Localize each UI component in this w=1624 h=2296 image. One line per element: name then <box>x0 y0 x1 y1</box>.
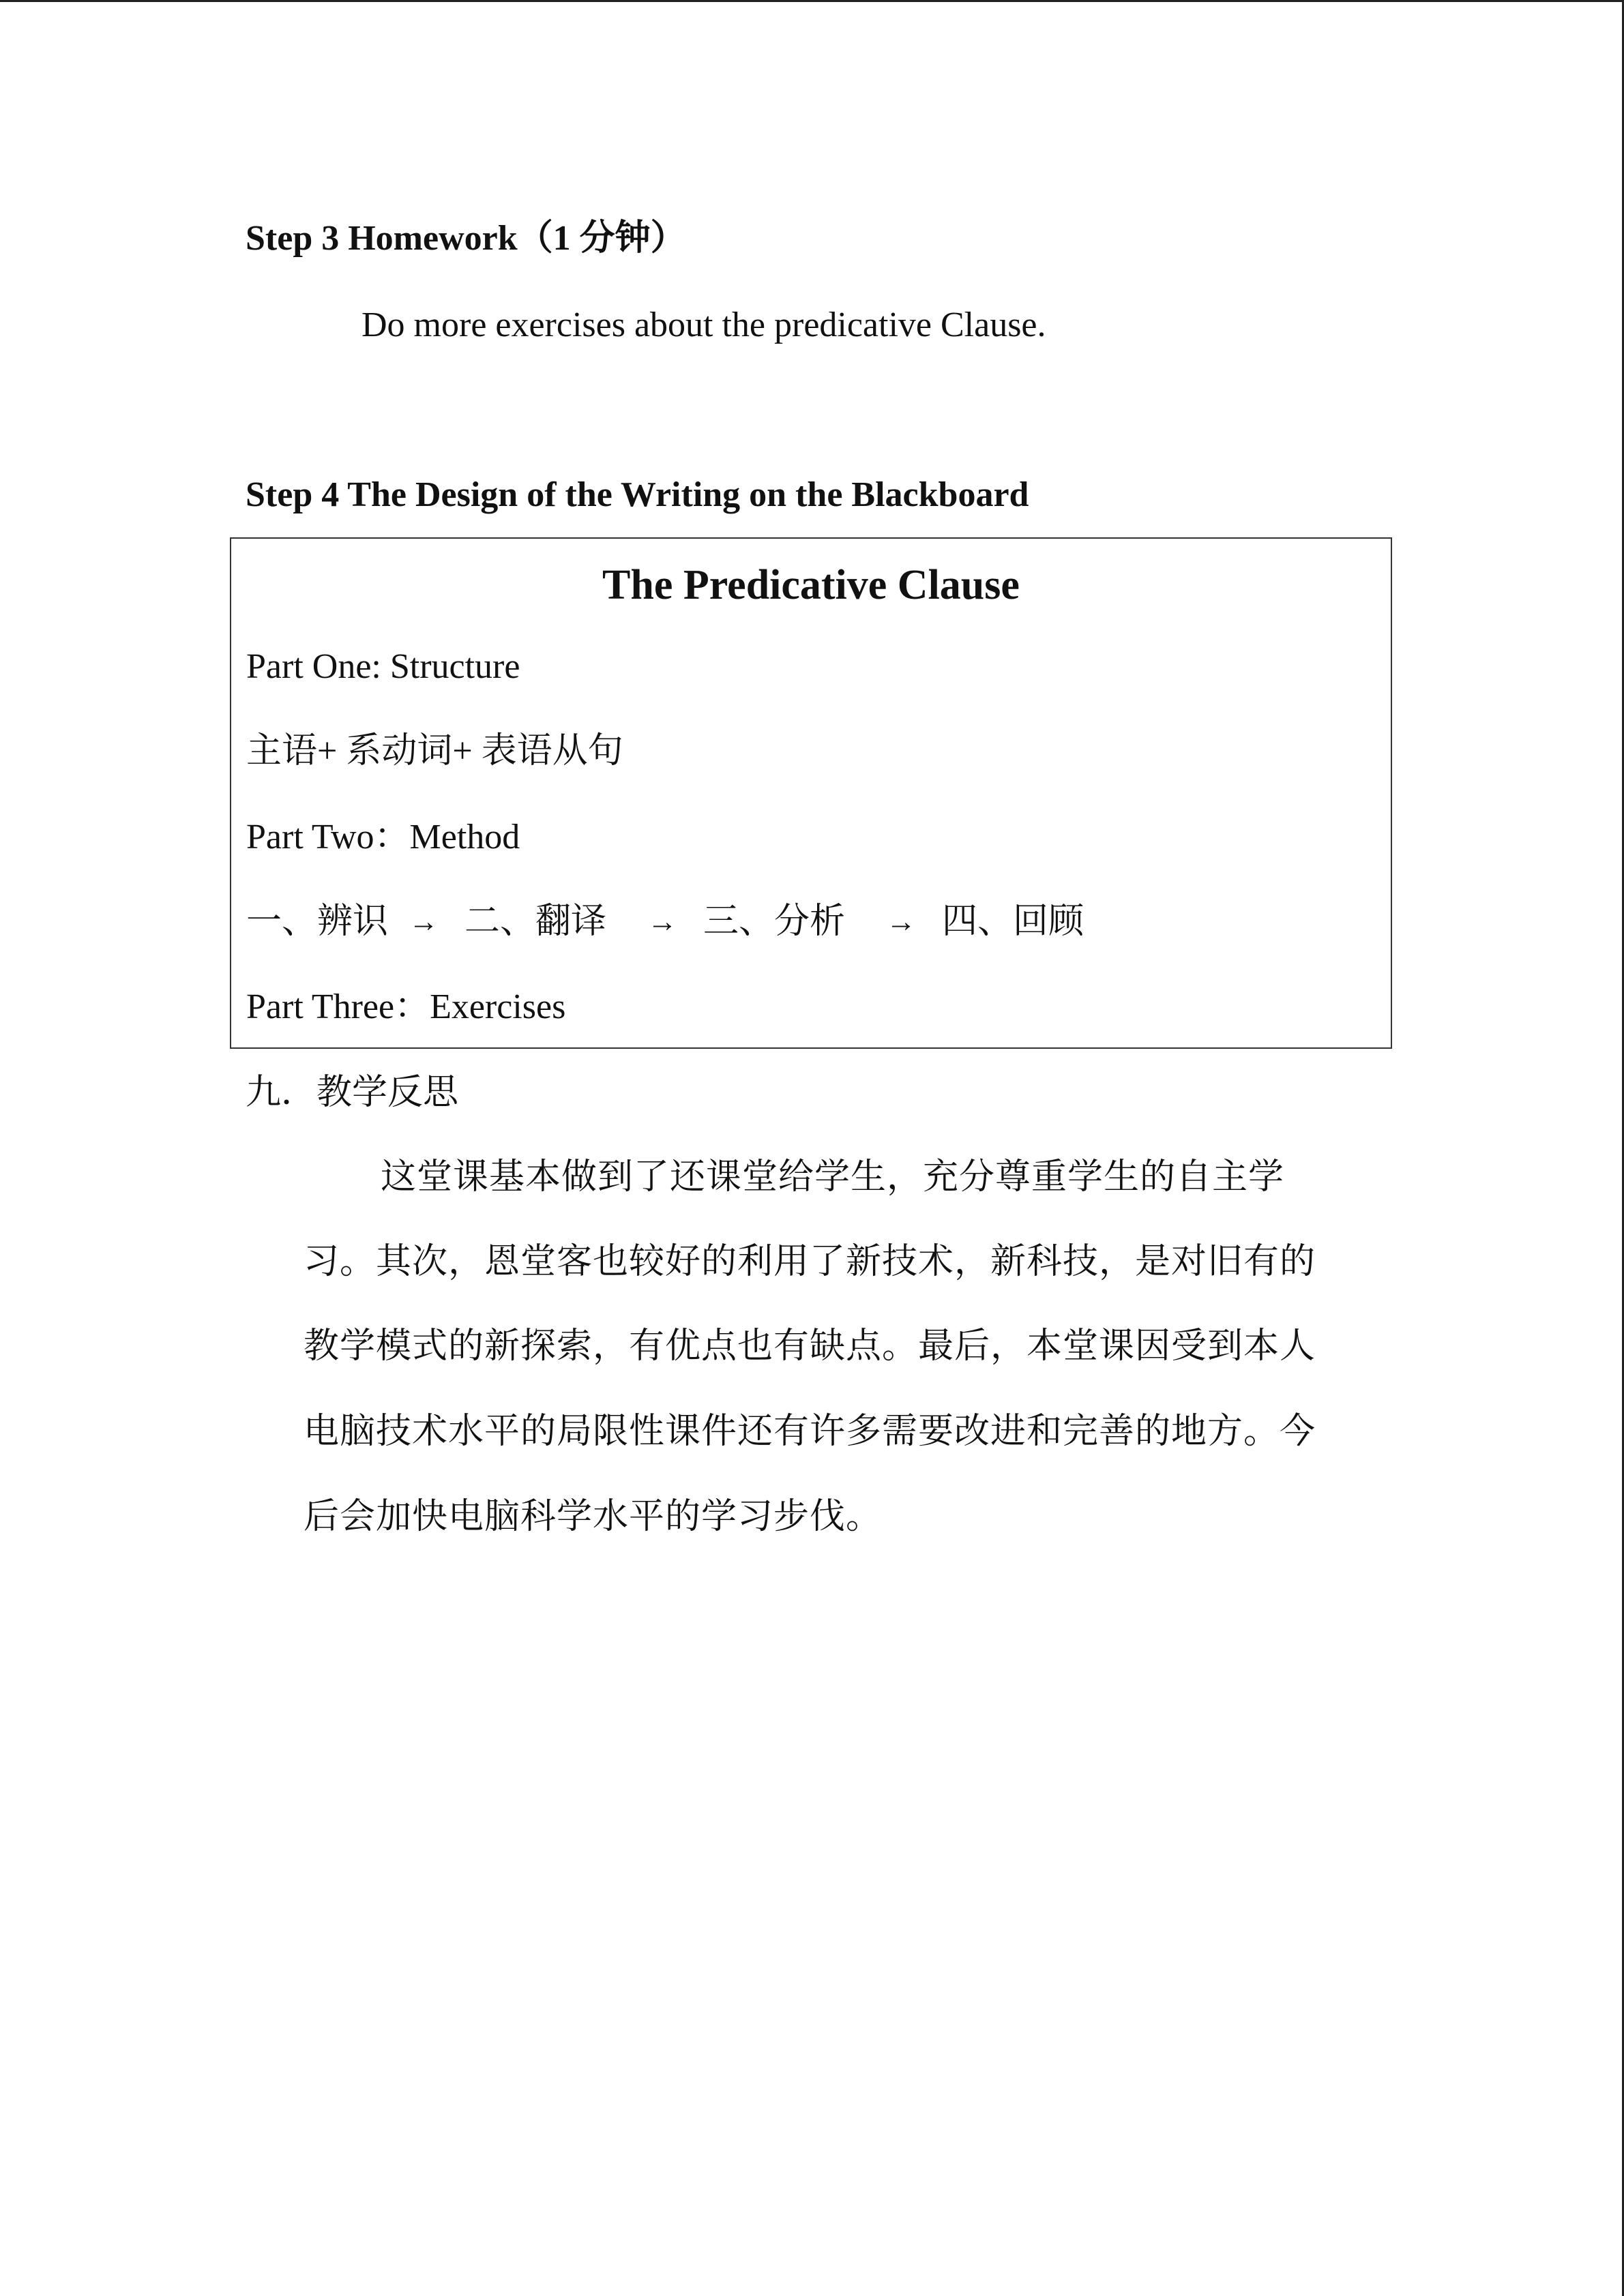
reflection-line: 习。其次，恩堂客也较好的利用了新技术，新科技，是对旧有的 <box>304 1242 1316 1281</box>
board-structure: 主语+ 系动词+ 表语从句 <box>246 732 623 771</box>
board-part-three: Part Three：Exercises <box>246 987 566 1026</box>
board-method-sequence <box>246 900 1084 944</box>
reflection-line: 电脑技术水平的局限性课件还有许多需要改进和完善的地方。今 <box>304 1412 1316 1451</box>
reflection-line: 这堂课基本做到了还课堂给学生，充分尊重学生的自主学 <box>381 1158 1285 1197</box>
board-part-one: Part One: Structure <box>246 647 520 686</box>
reflection-line: 教学模式的新探索，有优点也有缺点。最后，本堂课因受到本人 <box>304 1327 1316 1366</box>
page-top-border <box>0 0 1624 2</box>
arrow-icon: → <box>647 905 678 938</box>
board-title: The Predicative Clause <box>602 562 1020 608</box>
step3-text: Do more exercises about the predicative Clause. <box>361 305 1046 344</box>
arrow-icon: → <box>886 905 917 938</box>
step3-heading: Step 3 Homework（1 分钟） <box>246 219 686 258</box>
board-part-two: Part Two：Method <box>246 818 520 856</box>
method-step-1: 一、辨识 <box>246 902 389 941</box>
method-step-3: 三、分析 <box>703 902 846 941</box>
reflection-line: 后会加快电脑科学水平的学习步伐。 <box>304 1497 883 1536</box>
method-step-2: 二、翻译 <box>464 902 607 941</box>
reflection-heading: 九．教学反思 <box>246 1073 459 1112</box>
arrow-icon: → <box>409 905 439 938</box>
step4-heading: Step 4 The Design of the Writing on the Blackboard <box>246 475 1029 514</box>
method-step-4: 四、回顾 <box>942 902 1084 941</box>
blackboard-design-box <box>230 537 1392 1049</box>
